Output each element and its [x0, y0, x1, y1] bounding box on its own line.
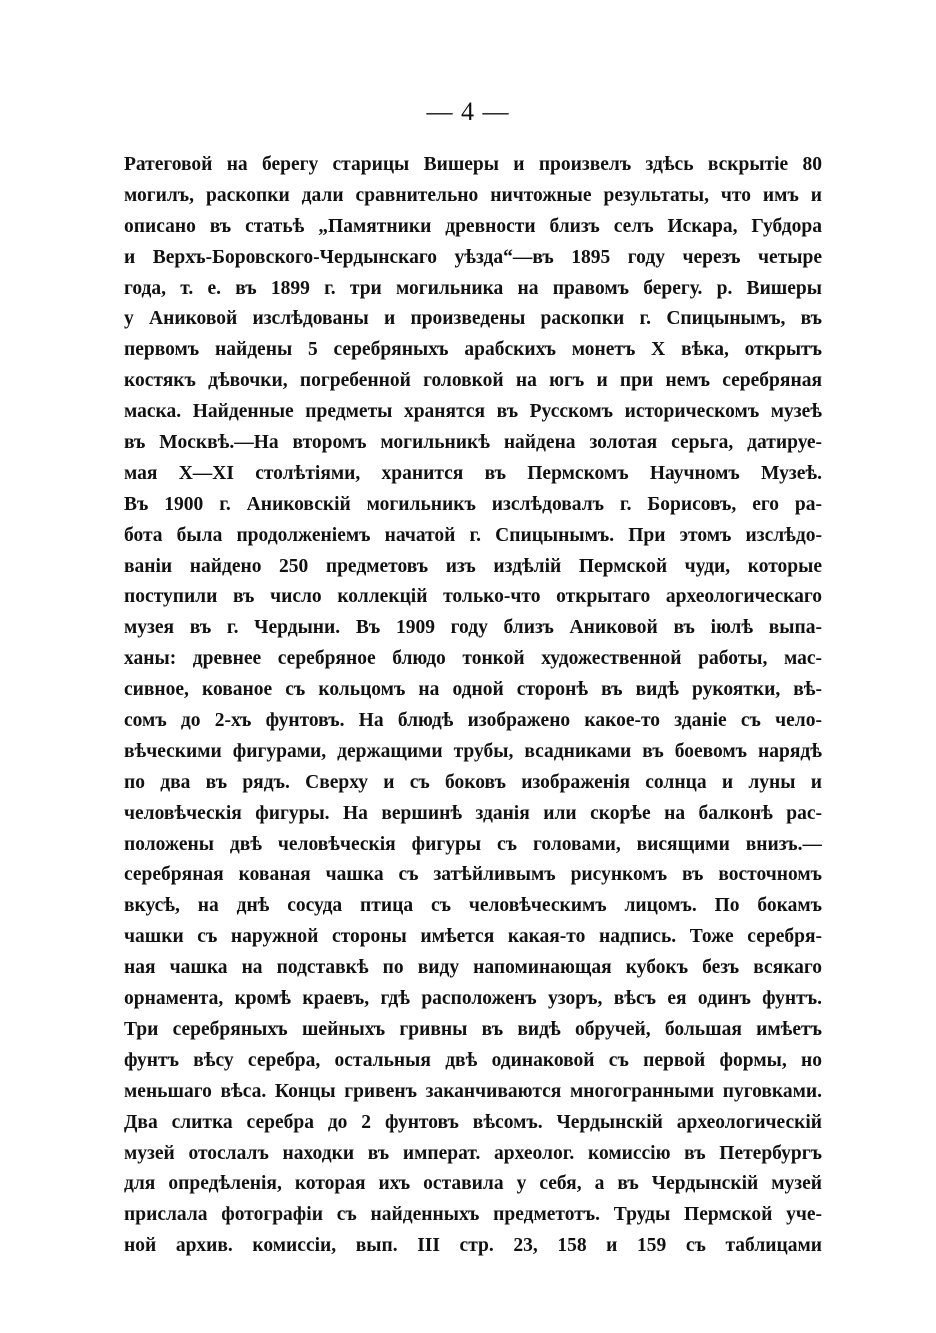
- text-line: человѣческія фигуры. На вершинѣ зданія или скорѣе на балконѣ рас-: [124, 802, 822, 824]
- text-line: музея въ г. Чердыни. Въ 1909 году близъ Аниковой въ іюлѣ выпа-: [124, 617, 822, 639]
- text-line: чашки съ наружной стороны имѣется какая-то надпись. Тоже серебря-: [124, 926, 822, 948]
- text-line: ная чашка на подставкѣ по виду напоминающая кубокъ безъ всякаго: [124, 957, 822, 979]
- text-line: сивное, кованое съ кольцомъ на одной сторонѣ въ видѣ рукоятки, вѣ-: [124, 679, 822, 701]
- text-line: вкусѣ, на днѣ сосуда птица съ человѣческимъ лицомъ. По бокамъ: [124, 895, 822, 917]
- text-line: меньшаго вѣса. Концы гривенъ заканчиваются многогранными пуговками.: [124, 1080, 822, 1102]
- text-line: въ Москвѣ.—На второмъ могильникѣ найдена золотая серьга, датируе-: [124, 432, 822, 454]
- text-line: музей отослалъ находки въ императ. археолог. комиссію въ Петербургъ: [124, 1142, 822, 1164]
- text-line: первомъ найдены 5 серебряныхъ арабскихъ монетъ X вѣка, открытъ: [124, 339, 822, 361]
- text-line: Три серебряныхъ шейныхъ гривны въ видѣ обручей, большая имѣетъ: [124, 1018, 822, 1040]
- page-number: — 4 —: [426, 97, 510, 126]
- text-line: поступили въ число коллекцій только-что открытаго археологическаго: [124, 586, 822, 608]
- text-line: маска. Найденные предметы хранятся въ Русскомъ историческомъ музеѣ: [124, 401, 822, 423]
- text-line: могилъ, раскопки дали сравнительно ничтожные результаты, что имъ и: [124, 184, 822, 206]
- text-line: прислала фотографіи съ найденныхъ предметотъ. Труды Пермской уче-: [124, 1204, 822, 1226]
- text-line: Ратеговой на берегу старицы Вишеры и произвелъ здѣсь вскрытіе 80: [124, 154, 822, 175]
- text-line: у Аниковой изслѣдованы и произведены раскопки г. Спицынымъ, въ: [124, 308, 822, 330]
- text-line: Два слитка серебра до 2 фунтовъ вѣсомъ. Чердынскій археологическій: [124, 1111, 822, 1133]
- text-line: ной архив. комиссіи, вып. III стр. 23, 158 и 159 съ таблицами: [124, 1235, 822, 1257]
- text-line: и Верхъ-Боровского-Чердынскаго уѣзда“—въ 1895 году черезъ четыре: [124, 246, 822, 268]
- text-line: орнамента, кромѣ краевъ, гдѣ расположенъ узоръ, вѣсъ ея одинъ фунтъ.: [124, 988, 822, 1010]
- body-text: [124, 150, 822, 1262]
- text-line: серебряная кованая чашка съ затѣйливымъ рисункомъ въ восточномъ: [124, 864, 822, 886]
- text-line: мая X—XI столѣтіями, хранится въ Пермскомъ Научномъ Музеѣ.: [124, 462, 822, 484]
- text-line: описано въ статьѣ „Памятники древности близъ селъ Искара, Губдора: [124, 215, 822, 237]
- text-line: сомъ до 2-хъ фунтовъ. На блюдѣ изображено какое-то зданіе съ чело-: [124, 710, 822, 732]
- text-line: фунтъ вѣсу серебра, остальныя двѣ одинаковой съ первой формы, но: [124, 1049, 822, 1071]
- text-line: года, т. е. въ 1899 г. три могильника на правомъ берегу. р. Вишеры: [124, 277, 822, 299]
- text-line: бота была продолженіемъ начатой г. Спицынымъ. При этомъ изслѣдо-: [124, 524, 822, 546]
- text-line: ваніи найдено 250 предметовъ изъ издѣлій Пермской чуди, которые: [124, 555, 822, 577]
- text-line: костякъ дѣвочки, погребенной головкой на югъ и при немъ серебряная: [124, 370, 822, 392]
- text-line: положены двѣ человѣческія фигуры съ головами, висящими внизъ.—: [124, 833, 822, 855]
- text-line: по два въ рядъ. Сверху и съ боковъ изображенія солнца и луны и: [124, 771, 822, 793]
- text-line: ханы: древнее серебряное блюдо тонкой художественной работы, мас-: [124, 648, 822, 670]
- text-line: для опредѣленія, которая ихъ оставила у себя, а въ Чердынскій музей: [124, 1173, 822, 1195]
- text-line: Въ 1900 г. Аниковскій могильникъ изслѣдовалъ г. Борисовъ, его ра-: [124, 493, 822, 515]
- text-line: вѣческими фигурами, держащими трубы, всадниками въ боевомъ нарядѣ: [124, 740, 822, 762]
